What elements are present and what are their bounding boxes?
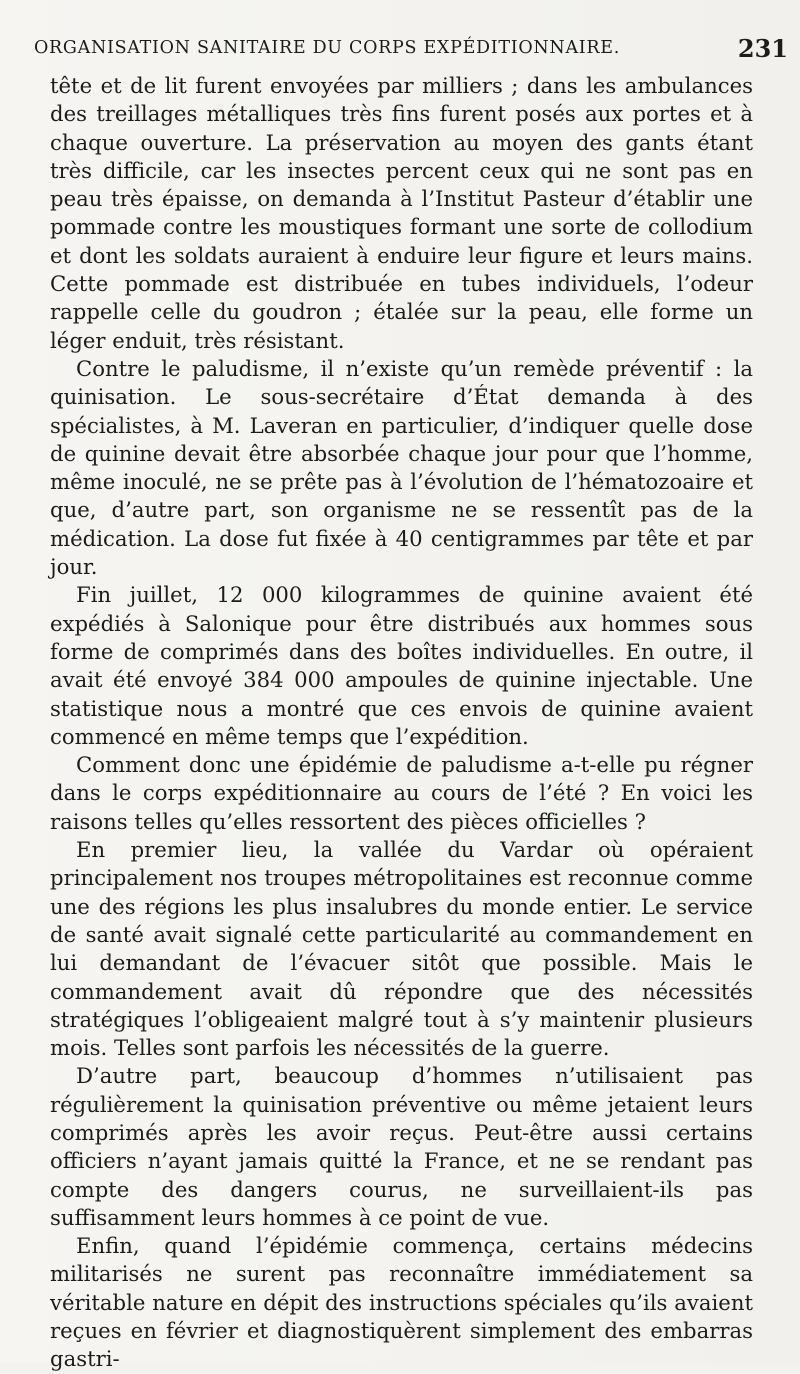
paragraph-quinine-shipments: Fin juillet, 12 000 kilogrammes de quinine avaient été expédiés à Salonique pour être distribués aux hommes sous forme de comprimés dans des boîtes individuelles. En outre, il avait été envoyé 384 000 ampoules de quinine injectable. Une statistique nous a montré que ces envois de quinine avaient commencé en même temps que l’expédition. — [50, 582, 753, 749]
body-text — [50, 72, 753, 1374]
page-number: 231 — [737, 34, 788, 63]
paragraph-third-reason: Enfin, quand l’épidémie commença, certains médecins militarisés ne surent pas reconnaître immédiatement sa véritable nature en dépit des instructions spéciales qu’ils avaient reçues en février et diagnostiquèrent simplement des embarras gastri- — [50, 1233, 753, 1372]
page-header — [34, 36, 794, 70]
paragraph-question: Comment donc une épidémie de paludisme a-t-elle pu régner dans le corps expéditionnaire au cours de l’été ? En voici les raisons telles qu’elles ressortent des pièces officielles ? — [50, 752, 753, 834]
paragraph-continued: tête et de lit furent envoyées par milliers ; dans les ambulances des treillages métalliques très fins furent posés aux portes et à chaque ouverture. La préservation au moyen des gants étant très difficile, car les insectes percent ceux qui ne sont pas en peau très épaisse, on demanda à l’Institut Pasteur d’établir une pommade contre les moustiques formant une sorte de collodium et dont les soldats auraient à enduire leur figure et leurs mains. Cette pommade est distribuée en tubes individuels, l’odeur rappelle celle du goudron ; étalée sur la peau, elle forme un léger enduit, très résistant. — [50, 73, 753, 353]
paragraph-first-reason: En premier lieu, la vallée du Vardar où opéraient principalement nos troupes métropolitaines est reconnue comme une des régions les plus insalubres du monde entier. Le service de santé avait signalé cette particularité au commandement en lui demandant de l’évacuer sitôt que possible. Mais le commandement avait dû répondre que des nécessités stratégiques l’obligeaient malgré tout à s’y maintenir plusieurs mois. Telles sont parfois les nécessités de la guerre. — [50, 837, 753, 1061]
paragraph-quinisation: Contre le paludisme, il n’existe qu’un remède préventif : la quinisation. Le sous-secrétaire d’État demanda à des spécialistes, à M. Laveran en particulier, d’indiquer quelle dose de quinine devait être absorbée chaque jour pour que l’homme, même inoculé, ne se prête pas à l’évolution de l’hématozoaire et que, d’autre part, son organisme ne se ressentît pas de la médication. La dose fut fixée à 40 centigrammes par tête et par jour. — [50, 355, 753, 580]
paragraph-second-reason: D’autre part, beaucoup d’hommes n’utilisaient pas régulièrement la quinisation préventive ou même jetaient leurs comprimés après les avoir reçus. Peut-être aussi certains officiers n’ayant jamais quitté la France, et ne se rendant pas compte des dangers courus, ne surveillaient-ils pas suffisamment leurs hommes à ce point de vue. — [50, 1063, 753, 1230]
running-title: ORGANISATION SANITAIRE DU CORPS EXPÉDITIONNAIRE. — [34, 38, 621, 58]
